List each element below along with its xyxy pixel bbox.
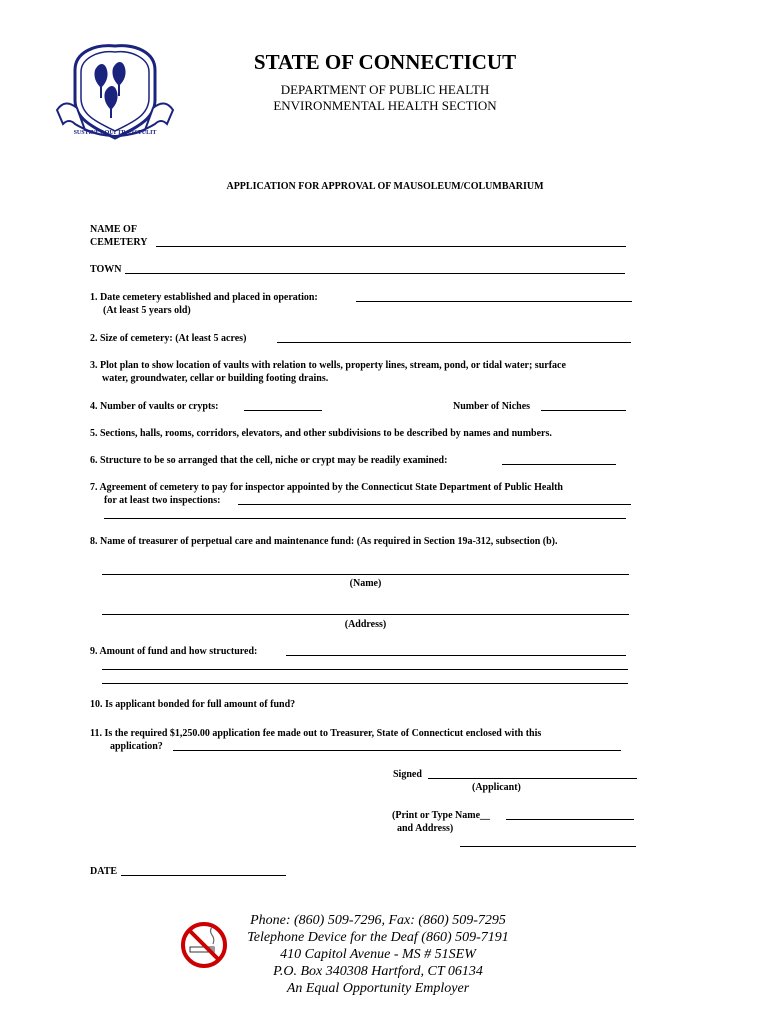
q6-label: 6. Structure to be so arranged that the cell, niche or crypt may be readily examined:	[90, 455, 448, 466]
q11-line2: application?	[110, 741, 163, 752]
q11-line1: 11. Is the required $1,250.00 application fee made out to Treasurer, State of Connecticut enclosed with this	[90, 728, 542, 739]
treasurer-address-field[interactable]	[102, 614, 629, 615]
no-smoking-icon	[179, 920, 229, 970]
date-field[interactable]	[121, 875, 286, 876]
form-title: APPLICATION FOR APPROVAL OF MAUSOLEUM/COLUMBARIUM	[226, 181, 544, 192]
and-address-label: and Address)	[397, 823, 454, 834]
name-of-label: NAME OF	[90, 224, 137, 235]
svg-text:SUSTINET QUI TRANSTULIT: SUSTINET QUI TRANSTULIT	[73, 130, 157, 136]
town-field[interactable]	[125, 273, 625, 274]
department-name: DEPARTMENT OF PUBLIC HEALTH	[280, 82, 490, 97]
q4-label: 4. Number of vaults or crypts:	[90, 401, 219, 412]
signed-label: Signed	[393, 769, 422, 780]
q7-field-1[interactable]	[238, 504, 631, 505]
q10-label: 10. Is applicant bonded for full amount of fund?	[90, 699, 296, 710]
applicant-address-field[interactable]	[460, 846, 636, 847]
q2-label: 2. Size of cemetery: (At least 5 acres)	[90, 333, 247, 344]
q9-field-3[interactable]	[102, 683, 628, 684]
contact-footer	[243, 912, 513, 997]
q7-line1: 7. Agreement of cemetery to pay for inspector appointed by the Connecticut State Department of Public Health	[90, 482, 563, 493]
town-label: TOWN	[90, 264, 122, 275]
name-caption: (Name)	[349, 578, 382, 589]
q1-label: 1. Date cemetery established and placed in operation:	[90, 292, 318, 303]
q4-niches-label: Number of Niches	[453, 401, 531, 412]
footer-street: 410 Capitol Avenue - MS # 51SEW	[280, 947, 476, 962]
footer-phone: Phone: (860) 509-7296, Fax: (860) 509-7295	[250, 913, 506, 928]
q7-field-2[interactable]	[104, 518, 626, 519]
q9-field-1[interactable]	[286, 655, 626, 656]
q1-note: (At least 5 years old)	[103, 305, 191, 316]
q8-label: 8. Name of treasurer of perpetual care and maintenance fund: (As required in Section 19a-312, subsection (b).	[90, 536, 558, 547]
print-name-field[interactable]	[506, 819, 634, 820]
applicant-caption: (Applicant)	[472, 782, 521, 793]
print-name-label: (Print or Type Name__	[392, 810, 491, 821]
q2-size-field[interactable]	[277, 342, 631, 343]
footer-pobox: P.O. Box 340308 Hartford, CT 06134	[273, 964, 483, 979]
signature-field[interactable]	[428, 778, 637, 779]
treasurer-name-field[interactable]	[102, 574, 629, 575]
q1-date-field[interactable]	[356, 301, 632, 302]
q9-field-2[interactable]	[102, 669, 628, 670]
footer-eoe: An Equal Opportunity Employer	[286, 981, 470, 996]
cemetery-label: CEMETERY	[90, 237, 148, 248]
q3-line2: water, groundwater, cellar or building footing drains.	[102, 373, 329, 384]
q6-field[interactable]	[502, 464, 616, 465]
q5-label: 5. Sections, halls, rooms, corridors, elevators, and other subdivisions to be described by names and numbers.	[90, 428, 552, 439]
q7-line2: for at least two inspections:	[104, 495, 221, 506]
address-caption: (Address)	[344, 619, 387, 630]
footer-tdd: Telephone Device for the Deaf (860) 509-7191	[247, 930, 509, 945]
q11-field[interactable]	[173, 750, 621, 751]
q9-label: 9. Amount of fund and how structured:	[90, 646, 258, 657]
q4-vaults-field[interactable]	[244, 410, 322, 411]
state-title: STATE OF CONNECTICUT	[253, 50, 517, 74]
date-label: DATE	[90, 866, 118, 877]
cemetery-name-field[interactable]	[156, 246, 626, 247]
q4-niches-field[interactable]	[541, 410, 626, 411]
q3-line1: 3. Plot plan to show location of vaults with relation to wells, property lines, stream, pond, or tidal water; surface	[90, 360, 566, 371]
section-name: ENVIRONMENTAL HEALTH SECTION	[273, 98, 497, 113]
